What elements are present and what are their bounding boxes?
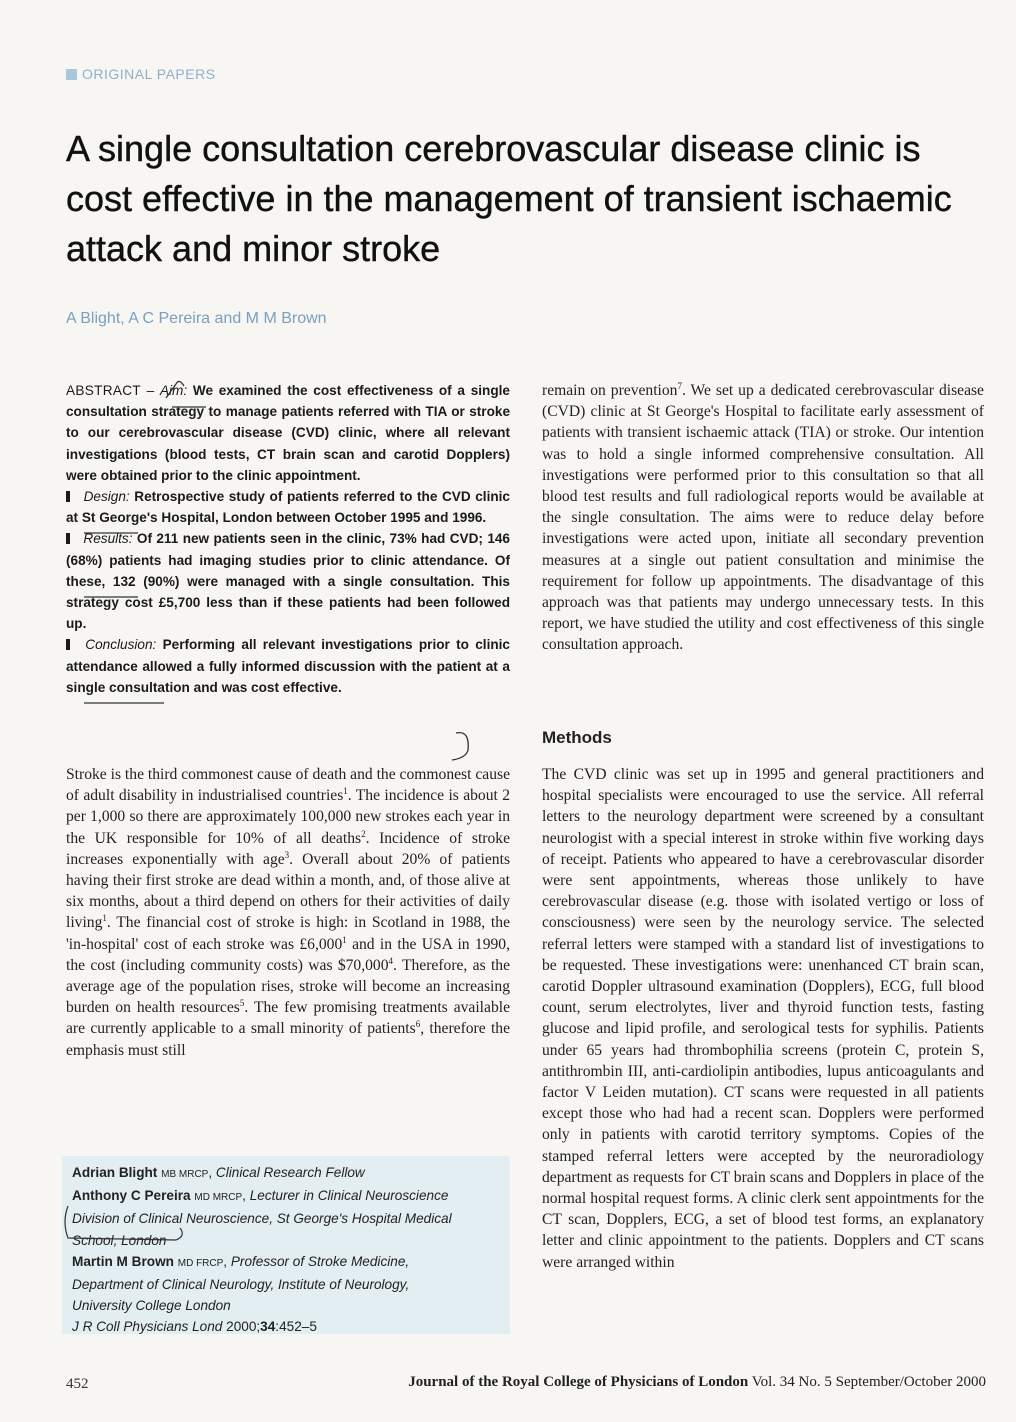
abstract bbox=[66, 380, 510, 698]
author-list: A Blight, A C Pereira and M M Brown bbox=[66, 310, 327, 327]
results-label: Results: bbox=[83, 531, 133, 547]
abstract-results bbox=[66, 528, 510, 634]
aim-text: We examined the cost effectiveness of a single consultation strategy to manage patients referred with TIA or stroke to our cerebrovascular disease (CVD) clinic, where all relevant investigations (blood tests, CT brain scan and carotid Dopplers) were obtained prior to the clinic appointment. bbox=[66, 383, 510, 483]
methods-column bbox=[542, 764, 984, 1273]
section-tag bbox=[66, 66, 216, 82]
aim-label: Aim: bbox=[159, 383, 188, 398]
abstract-conclusion bbox=[66, 634, 510, 698]
affiliation-institution-3b: University College London bbox=[72, 1298, 231, 1314]
affiliation-institution-2b: School, London bbox=[72, 1232, 167, 1248]
conclusion-text: Performing all relevant investigations prior to clinic attendance allowed a fully informed discussion with the patient at a single consultation and was cost effective. bbox=[66, 637, 510, 695]
abstract-design bbox=[66, 486, 510, 528]
results-text: Of 211 new patients seen in the clinic, 73% had CVD; 146 (68%) patients had imaging studies prior to clinic attendance. Of these, 132 (90%) were managed with a single consultation. This strategy cost £5,700 less than if these patients had been followed up. bbox=[66, 531, 510, 632]
methods-heading: Methods bbox=[542, 728, 612, 747]
journal-footer: Journal of the Royal College of Physicians of London Vol. 34 No. 5 September/October 2000 bbox=[408, 1374, 986, 1390]
section-square-icon bbox=[66, 69, 77, 80]
abstract-aim: ABSTRACT – Aim: We examined the cost effectiveness of a single consultation strategy to manage patients referred with TIA or stroke to our cerebrovascular disease (CVD) clinic, where all relevant investigations (blood tests, CT brain scan and carotid Dopplers) were obtained prior to the clinic appointment. bbox=[66, 383, 510, 483]
conclusion-label: Conclusion: bbox=[85, 637, 157, 653]
bullet-icon bbox=[66, 533, 70, 544]
affiliation-author-1: Adrian Blight MB MRCP, Clinical Research Fellow bbox=[72, 1165, 365, 1180]
affiliation-author-2: Anthony C Pereira MD MRCP, Lecturer in Clinical Neuroscience bbox=[72, 1188, 449, 1204]
section-tag-label: ORIGINAL PAPERS bbox=[82, 66, 216, 82]
intro-paragraph: Stroke is the third commonest cause of death and the commonest cause of adult disability in industrialised countries$^1$. The incidence is about 2 per 1,000 so there are approximately 100,000 new strokes each year in the UK responsible for 10% of all deaths$^2$. Incidence of stroke increases exponentially with age$^3$. Overall about 20% of patients having their first stroke are dead within a month, and, of those alive at six months, about a third depend on others for their activities of daily living$^1$. The financial cost of stroke is high: in Scotland in 1988, the 'in-hospital' cost of each stroke was £6,000$^1$ and in the USA in 1990, the cost (including community costs) was $70,000$^4$. Therefore, as the average age of the population rises, stroke will become an increasing burden on health resources$^5$. The few promising treatments available are currently applicable to a small minority of patients$^6$, therefore the emphasis must still bbox=[66, 766, 511, 1059]
bullet-icon bbox=[66, 491, 70, 502]
article-title: A single consultation cerebrovascular disease clinic is cost effective in the management of transient ischaemic attack and minor stroke bbox=[66, 128, 952, 269]
design-text: Retrospective study of patients referred to the CVD clinic at St George's Hospital, London between October 1995 and 1996. bbox=[66, 489, 510, 526]
citation: J R Coll Physicians Lond 2000;34:452–5 bbox=[72, 1319, 317, 1335]
author-affiliations bbox=[62, 1156, 510, 1334]
affiliation-institution-2a: Division of Clinical Neuroscience, St George's Hospital Medical bbox=[72, 1211, 452, 1227]
intro-continuation: remain on prevention$^7$. We set up a dedicated cerebrovascular disease (CVD) clinic at St George's Hospital to facilitate early assessment of patients with transient ischaemic attack (TIA) or stroke. Our intention was to hold a single informed comprehensive consultation. All investigations were performed prior to this consultation so that all blood test results and full radiological reports would be available at the single consultation. The aims were to reduce delay before investigations were acted upon, initiate all secondary prevention measures at a single out patient consultation and minimise the requirement for follow up appointments. The disadvantage of this approach was that patients may undergo unnecessary tests. In this report, we have studied the utility and cost effectiveness of this single consultation approach. bbox=[542, 380, 984, 654]
affiliation-institution-3a: Department of Clinical Neurology, Institute of Neurology, bbox=[72, 1277, 410, 1293]
affiliation-author-3: Martin M Brown MD FRCP, Professor of Stroke Medicine, bbox=[72, 1253, 410, 1269]
intro-column-right bbox=[542, 380, 984, 656]
methods-paragraph: The CVD clinic was set up in 1995 and general practitioners and hospital specialists were encouraged to use the service. All referral letters to the neurology department were screened by a consultant neurologist with a special interest in stroke within five working days of receipt. Patients who appeared to have a cerebrovascular disorder were sent appointments, whereas those unlikely to have cerebrovascular disease (e.g. those with isolated vertigo or loss of consciousness) were seen by the neurology service. The selected referral letters were stamped with a standard list of investigations to be requested. These investigations were: unenhanced CT brain scan, carotid Doppler ultrasound examination (Dopplers), ECG, full blood count, serum electrolytes, liver and thyroid function tests, fasting glucose and lipid profile, and serological tests for syphilis. Patients under 65 years had thrombophilia screens (protein C, protein S, antithrombin III, anti-cardiolipin antibodies, lupus anticoagulants and factor V Leiden mutation). CT scans were requested in all patients except those who had had a recent scan. Dopplers were performed only in patients with carotid territory symptoms. Copies of the stamped referral letters were accepted by the neuroradiology department as requests for CT brain scans and Dopplers in place of the normal hospital request forms. A clinic clerk sent appointments for the CT scan, Dopplers, ECG, a set of blood test forms, an explanatory letter and clinic appointment to the patients. Dopplers and CT scans were arranged within bbox=[542, 766, 984, 1271]
bullet-icon bbox=[66, 639, 70, 650]
page-number: 452 bbox=[66, 1376, 89, 1392]
abstract-label: ABSTRACT bbox=[66, 383, 141, 398]
intro-column-left bbox=[66, 764, 510, 1061]
design-label: Design: bbox=[83, 489, 130, 505]
